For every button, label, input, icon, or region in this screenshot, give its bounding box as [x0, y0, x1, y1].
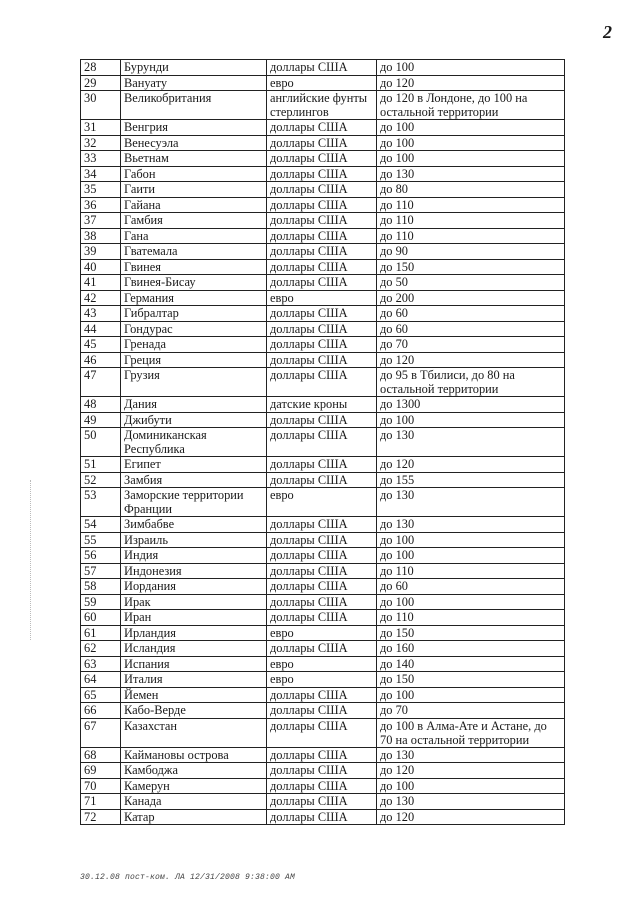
country-cell: Гватемала: [121, 244, 267, 260]
limit-cell: до 120: [377, 75, 565, 91]
limit-cell: до 50: [377, 275, 565, 291]
row-number-cell: 63: [81, 656, 121, 672]
currency-cell: доллары США: [267, 763, 377, 779]
limit-cell: до 95 в Тбилиси, до 80 на остальной территории: [377, 368, 565, 397]
currency-cell: доллары США: [267, 472, 377, 488]
limit-cell: до 100: [377, 60, 565, 76]
table-row: [81, 809, 565, 825]
limit-cell: до 120: [377, 352, 565, 368]
limit-cell: до 110: [377, 213, 565, 229]
row-number-cell: 52: [81, 472, 121, 488]
currency-cell: доллары США: [267, 610, 377, 626]
currency-cell: евро: [267, 656, 377, 672]
table-row: [81, 747, 565, 763]
limit-cell: до 160: [377, 641, 565, 657]
limit-cell: до 110: [377, 228, 565, 244]
currency-cell: доллары США: [267, 563, 377, 579]
currency-cell: доллары США: [267, 368, 377, 397]
row-number-cell: 34: [81, 166, 121, 182]
currency-cell: доллары США: [267, 428, 377, 457]
country-cell: Гвинея: [121, 259, 267, 275]
country-cell: Ирак: [121, 594, 267, 610]
country-cell: Кабо-Верде: [121, 703, 267, 719]
row-number-cell: 72: [81, 809, 121, 825]
country-cell: Гамбия: [121, 213, 267, 229]
table-row: [81, 412, 565, 428]
country-cell: Габон: [121, 166, 267, 182]
country-cell: Гренада: [121, 337, 267, 353]
currency-cell: доллары США: [267, 166, 377, 182]
page-number: 2: [603, 22, 612, 42]
row-number-cell: 38: [81, 228, 121, 244]
country-cell: Катар: [121, 809, 267, 825]
limit-cell: до 100: [377, 594, 565, 610]
allowance-table: [80, 59, 565, 825]
limit-cell: до 110: [377, 197, 565, 213]
country-cell: Вьетнам: [121, 151, 267, 167]
limit-cell: до 100: [377, 120, 565, 136]
currency-cell: евро: [267, 625, 377, 641]
row-number-cell: 28: [81, 60, 121, 76]
currency-cell: доллары США: [267, 182, 377, 198]
country-cell: Казахстан: [121, 718, 267, 747]
table-row: [81, 672, 565, 688]
limit-cell: до 130: [377, 517, 565, 533]
row-number-cell: 49: [81, 412, 121, 428]
limit-cell: до 80: [377, 182, 565, 198]
country-cell: Исландия: [121, 641, 267, 657]
row-number-cell: 48: [81, 397, 121, 413]
row-number-cell: 50: [81, 428, 121, 457]
row-number-cell: 31: [81, 120, 121, 136]
country-cell: Греция: [121, 352, 267, 368]
country-cell: Вануату: [121, 75, 267, 91]
row-number-cell: 53: [81, 488, 121, 517]
limit-cell: до 155: [377, 472, 565, 488]
country-cell: Доминиканская Республика: [121, 428, 267, 457]
country-cell: Замбия: [121, 472, 267, 488]
country-cell: Гвинея-Бисау: [121, 275, 267, 291]
limit-cell: до 130: [377, 166, 565, 182]
currency-cell: доллары США: [267, 337, 377, 353]
table-row: [81, 579, 565, 595]
limit-cell: до 130: [377, 488, 565, 517]
row-number-cell: 65: [81, 687, 121, 703]
document-footer: 30.12.08 пост-ком. ЛА 12/31/2008 9:38:00 AM: [80, 873, 296, 882]
country-cell: Камбоджа: [121, 763, 267, 779]
row-number-cell: 37: [81, 213, 121, 229]
table-row: [81, 75, 565, 91]
country-cell: Египет: [121, 457, 267, 473]
table-row: [81, 488, 565, 517]
country-cell: Заморские территории Франции: [121, 488, 267, 517]
limit-cell: до 70: [377, 337, 565, 353]
table-row: [81, 428, 565, 457]
currency-cell: доллары США: [267, 517, 377, 533]
currency-cell: евро: [267, 488, 377, 517]
limit-cell: до 130: [377, 747, 565, 763]
table-row: [81, 182, 565, 198]
row-number-cell: 66: [81, 703, 121, 719]
country-cell: Бурунди: [121, 60, 267, 76]
country-cell: Индия: [121, 548, 267, 564]
table-row: [81, 244, 565, 260]
currency-cell: доллары США: [267, 228, 377, 244]
table-row: [81, 703, 565, 719]
currency-cell: доллары США: [267, 718, 377, 747]
limit-cell: до 100: [377, 548, 565, 564]
table-row: [81, 135, 565, 151]
limit-cell: до 100: [377, 778, 565, 794]
limit-cell: до 150: [377, 672, 565, 688]
table-row: [81, 197, 565, 213]
limit-cell: до 110: [377, 563, 565, 579]
limit-cell: до 140: [377, 656, 565, 672]
currency-cell: доллары США: [267, 244, 377, 260]
currency-cell: доллары США: [267, 352, 377, 368]
country-cell: Венесуэла: [121, 135, 267, 151]
currency-cell: доллары США: [267, 120, 377, 136]
table-row: [81, 563, 565, 579]
row-number-cell: 45: [81, 337, 121, 353]
row-number-cell: 64: [81, 672, 121, 688]
limit-cell: до 1300: [377, 397, 565, 413]
currency-cell: доллары США: [267, 703, 377, 719]
table-row: [81, 352, 565, 368]
row-number-cell: 43: [81, 306, 121, 322]
currency-cell: доллары США: [267, 306, 377, 322]
limit-cell: до 60: [377, 321, 565, 337]
table-row: [81, 151, 565, 167]
table-row: [81, 532, 565, 548]
country-cell: Ирландия: [121, 625, 267, 641]
table-row: [81, 290, 565, 306]
row-number-cell: 46: [81, 352, 121, 368]
table-row: [81, 91, 565, 120]
table-row: [81, 548, 565, 564]
limit-cell: до 90: [377, 244, 565, 260]
limit-cell: до 150: [377, 625, 565, 641]
country-cell: Каймановы острова: [121, 747, 267, 763]
limit-cell: до 100: [377, 151, 565, 167]
allowance-table-body: [81, 60, 565, 825]
row-number-cell: 59: [81, 594, 121, 610]
limit-cell: до 120: [377, 457, 565, 473]
currency-cell: доллары США: [267, 687, 377, 703]
currency-cell: доллары США: [267, 321, 377, 337]
country-cell: Испания: [121, 656, 267, 672]
country-cell: Иордания: [121, 579, 267, 595]
currency-cell: доллары США: [267, 197, 377, 213]
limit-cell: до 200: [377, 290, 565, 306]
table-row: [81, 718, 565, 747]
country-cell: Индонезия: [121, 563, 267, 579]
country-cell: Грузия: [121, 368, 267, 397]
limit-cell: до 120: [377, 763, 565, 779]
limit-cell: до 110: [377, 610, 565, 626]
currency-cell: английские фунты стерлингов: [267, 91, 377, 120]
table-row: [81, 687, 565, 703]
currency-cell: доллары США: [267, 213, 377, 229]
row-number-cell: 32: [81, 135, 121, 151]
row-number-cell: 36: [81, 197, 121, 213]
currency-cell: доллары США: [267, 151, 377, 167]
row-number-cell: 47: [81, 368, 121, 397]
table-row: [81, 166, 565, 182]
currency-cell: доллары США: [267, 594, 377, 610]
table-row: [81, 763, 565, 779]
row-number-cell: 57: [81, 563, 121, 579]
limit-cell: до 130: [377, 794, 565, 810]
limit-cell: до 70: [377, 703, 565, 719]
currency-cell: евро: [267, 672, 377, 688]
country-cell: Израиль: [121, 532, 267, 548]
currency-cell: доллары США: [267, 135, 377, 151]
row-number-cell: 40: [81, 259, 121, 275]
table-row: [81, 610, 565, 626]
limit-cell: до 100 в Алма-Ате и Астане, до 70 на остальной территории: [377, 718, 565, 747]
currency-cell: доллары США: [267, 747, 377, 763]
currency-cell: датские кроны: [267, 397, 377, 413]
table-row: [81, 60, 565, 76]
limit-cell: до 100: [377, 687, 565, 703]
table-row: [81, 656, 565, 672]
row-number-cell: 67: [81, 718, 121, 747]
table-row: [81, 337, 565, 353]
scan-margin-marks: [30, 480, 33, 640]
table-row: [81, 517, 565, 533]
currency-cell: доллары США: [267, 60, 377, 76]
table-row: [81, 594, 565, 610]
row-number-cell: 29: [81, 75, 121, 91]
row-number-cell: 58: [81, 579, 121, 595]
currency-cell: доллары США: [267, 579, 377, 595]
country-cell: Дания: [121, 397, 267, 413]
row-number-cell: 44: [81, 321, 121, 337]
limit-cell: до 120: [377, 809, 565, 825]
currency-cell: доллары США: [267, 275, 377, 291]
limit-cell: до 100: [377, 532, 565, 548]
country-cell: Гибралтар: [121, 306, 267, 322]
country-cell: Камерун: [121, 778, 267, 794]
country-cell: Германия: [121, 290, 267, 306]
limit-cell: до 150: [377, 259, 565, 275]
row-number-cell: 51: [81, 457, 121, 473]
currency-cell: доллары США: [267, 532, 377, 548]
row-number-cell: 33: [81, 151, 121, 167]
table-row: [81, 228, 565, 244]
row-number-cell: 35: [81, 182, 121, 198]
row-number-cell: 70: [81, 778, 121, 794]
row-number-cell: 54: [81, 517, 121, 533]
currency-cell: доллары США: [267, 794, 377, 810]
limit-cell: до 120 в Лондоне, до 100 на остальной территории: [377, 91, 565, 120]
row-number-cell: 68: [81, 747, 121, 763]
limit-cell: до 100: [377, 412, 565, 428]
table-row: [81, 625, 565, 641]
country-cell: Гондурас: [121, 321, 267, 337]
currency-cell: доллары США: [267, 778, 377, 794]
row-number-cell: 71: [81, 794, 121, 810]
table-row: [81, 397, 565, 413]
currency-cell: доллары США: [267, 548, 377, 564]
table-row: [81, 368, 565, 397]
currency-cell: доллары США: [267, 641, 377, 657]
row-number-cell: 30: [81, 91, 121, 120]
country-cell: Великобритания: [121, 91, 267, 120]
row-number-cell: 61: [81, 625, 121, 641]
row-number-cell: 62: [81, 641, 121, 657]
table-row: [81, 213, 565, 229]
currency-cell: доллары США: [267, 457, 377, 473]
country-cell: Италия: [121, 672, 267, 688]
table-row: [81, 794, 565, 810]
table-row: [81, 259, 565, 275]
row-number-cell: 60: [81, 610, 121, 626]
currency-cell: доллары США: [267, 259, 377, 275]
row-number-cell: 41: [81, 275, 121, 291]
limit-cell: до 60: [377, 579, 565, 595]
row-number-cell: 55: [81, 532, 121, 548]
country-cell: Джибути: [121, 412, 267, 428]
row-number-cell: 39: [81, 244, 121, 260]
row-number-cell: 42: [81, 290, 121, 306]
table-row: [81, 641, 565, 657]
table-row: [81, 778, 565, 794]
country-cell: Зимбабве: [121, 517, 267, 533]
currency-cell: евро: [267, 75, 377, 91]
country-cell: Канада: [121, 794, 267, 810]
country-cell: Гаити: [121, 182, 267, 198]
currency-cell: доллары США: [267, 809, 377, 825]
limit-cell: до 100: [377, 135, 565, 151]
country-cell: Венгрия: [121, 120, 267, 136]
table-row: [81, 306, 565, 322]
country-cell: Иран: [121, 610, 267, 626]
country-cell: Гана: [121, 228, 267, 244]
country-cell: Гайана: [121, 197, 267, 213]
table-row: [81, 275, 565, 291]
limit-cell: до 130: [377, 428, 565, 457]
allowance-table-wrapper: [80, 59, 564, 825]
table-row: [81, 472, 565, 488]
currency-cell: евро: [267, 290, 377, 306]
table-row: [81, 120, 565, 136]
currency-cell: доллары США: [267, 412, 377, 428]
country-cell: Йемен: [121, 687, 267, 703]
row-number-cell: 56: [81, 548, 121, 564]
limit-cell: до 60: [377, 306, 565, 322]
table-row: [81, 457, 565, 473]
table-row: [81, 321, 565, 337]
row-number-cell: 69: [81, 763, 121, 779]
